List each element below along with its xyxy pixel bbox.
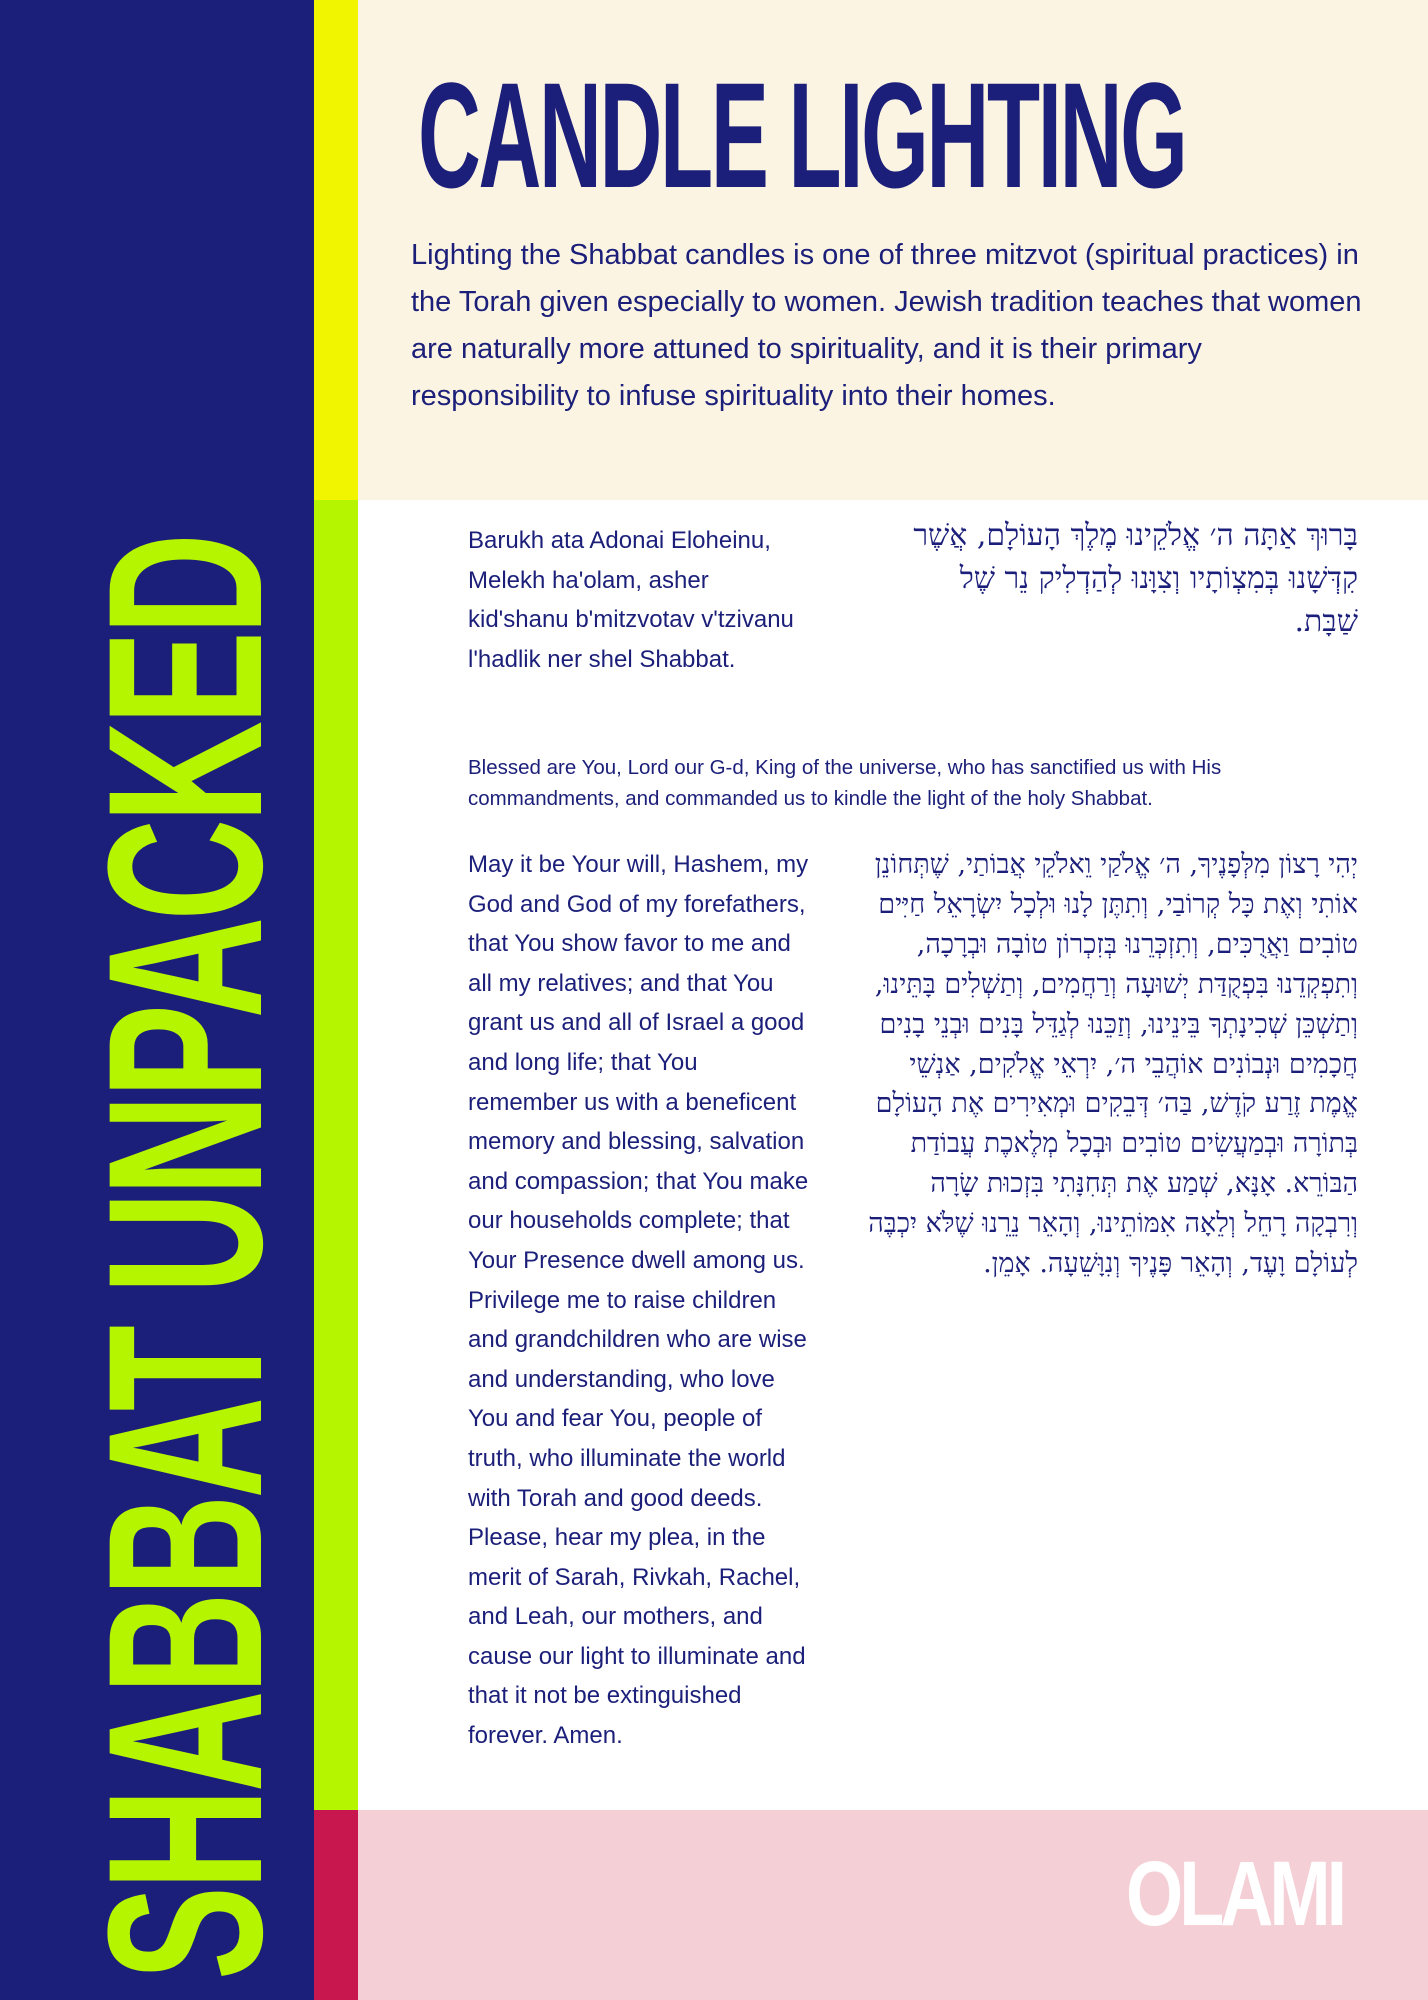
prayer-english-line: God and God of my forefathers, [468,890,806,918]
prayer-english-line: Privilege me to raise children [468,1286,777,1314]
blessing-transliteration: Barukh ata Adonai Eloheinu, Melekh ha'olam, asher kid'shanu b'mitzvotav v'tzivanu l'hadlik ner shel Shabbat. [468,527,794,673]
page-title: CANDLE LIGHTING [418,51,1186,219]
prayer-english-line: forever. Amen. [468,1722,623,1750]
side-title: SHABBAT UNPACKED [62,536,308,1980]
prayer-english-line: grant us and all of Israel a good [468,1009,805,1037]
prayer-english-line: and understanding, who love [468,1365,775,1393]
prayer-hebrew: יְהִי רָצוֹן מִלְּפָנֶיךָ, ה׳ אֱלֹקַי וֵאלֹקֵי אֲבוֹתַי, שֶׁתְּחוֹנֵן אוֹתִי וְאֶת כָּל קְרוֹבַי, וְתִתֶּן לָנוּ וּלְכָל יִשְׂרָאֵל חַיִּים טוֹבִים וַאֲרֻכִּים, וְתִזְכְּרֵנוּ בְּזִכְרוֹן טוֹבָה וּבְרָכָה, וְתִפְקְדֵנוּ בִּפְקֻדַּת יְשׁוּעָה וְרַחֲמִים, וְתַשְׁלִים בָּתֵּינוּ, וְתַשְׁכֵּן שְׁכִינָתְךָ בֵּינֵינוּ, וְזַכֵּנוּ לְגַדֵּל בָּנִים וּבְנֵי בָנִים חֲכָמִים וּנְבוֹנִים אוֹהֲבֵי ה׳, יִרְאֵי אֱלֹקִים, אַנְשֵׁי אֱמֶת זֶרַע קֹדֶשׁ, בַּה׳ דְּבֵקִים וּמְאִירִים אֶת הָעוֹלָם בְּתוֹרָה וּבְמַעֲשִׂים טוֹבִים וּבְכָל מְלֶאכֶת עֲבוֹדַת הַבּוֹרֵא. אָנָּא, שְׁמַע אֶת תְּחִנָּתִי בִּזְכוּת שָׂרָה וְרִבְקָה רָחֵל וְלֵאָה אִמּוֹתֵינוּ, וְהָאֵר נֵרֵנוּ שֶׁלֹּא יִכְבֶּה לְעוֹלָם וָעֶד, וְהָאֵר פָּנֶיךָ וְנִוָּשֵׁעָה. אָמֵן. [868,849,1358,1280]
prayer-english-line: and grandchildren who are wise [468,1326,807,1354]
prayer-english-line: May it be Your will, Hashem, my [468,851,809,878]
prayer-english-line: memory and blessing, salvation [468,1128,805,1156]
yellow-stripe [314,0,358,500]
red-stripe [314,1810,358,2000]
prayer-english-line: that it not be extinguished [468,1682,742,1710]
olami-logo: OLAMI [1126,1843,1344,1945]
blessing-hebrew: בָּרוּךְ אַתָּה ה׳ אֱלֹקֵינוּ מֶלֶךְ הָעוֹלָם, אֲשֶׁר קִדְּשָׁנוּ בְּמִצְוֹתָיו וְצִוָּנוּ לְהַדְלִיק נֵר שֶׁל שַׁבָּת. [913,518,1358,639]
prayer-english-line: You and fear You, people of [468,1405,763,1433]
prayer-english-line: that You show favor to me and [468,930,791,958]
prayer-english-line: cause our light to illuminate and [468,1642,806,1670]
prayer-english-line: and Leah, our mothers, and [468,1603,763,1631]
intro-paragraph: Lighting the Shabbat candles is one of three mitzvot (spiritual practices) in the Torah given especially to women. Jewish tradition teaches that women are naturally more attuned to spirituality, and it is their primary responsibility to infuse spirituality into their homes. [411,239,1362,412]
prayer-english-line: and compassion; that You make [468,1167,809,1195]
prayer-english-line: merit of Sarah, Rivkah, Rachel, [468,1563,801,1591]
prayer-english-line: with Torah and good deeds. [468,1484,763,1512]
blessing-translation: Blessed are You, Lord our G-d, King of the universe, who has sanctified us with His commandments, and commanded us to kindle the light of the holy Shabbat. [468,756,1222,810]
prayer-english-line: our households complete; that [468,1207,790,1235]
prayer-english-line: all my relatives; and that You [468,969,774,997]
prayer-english-line: Please, hear my plea, in the [468,1524,766,1552]
lime-stripe [314,500,358,1810]
prayer-english-line: and long life; that You [468,1048,698,1076]
prayer-english-line: truth, who illuminate the world [468,1444,786,1472]
prayer-english-line: remember us with a beneficent [468,1088,797,1116]
prayer-english-line: Your Presence dwell among us. [468,1246,805,1274]
prayer-english [468,845,888,1756]
